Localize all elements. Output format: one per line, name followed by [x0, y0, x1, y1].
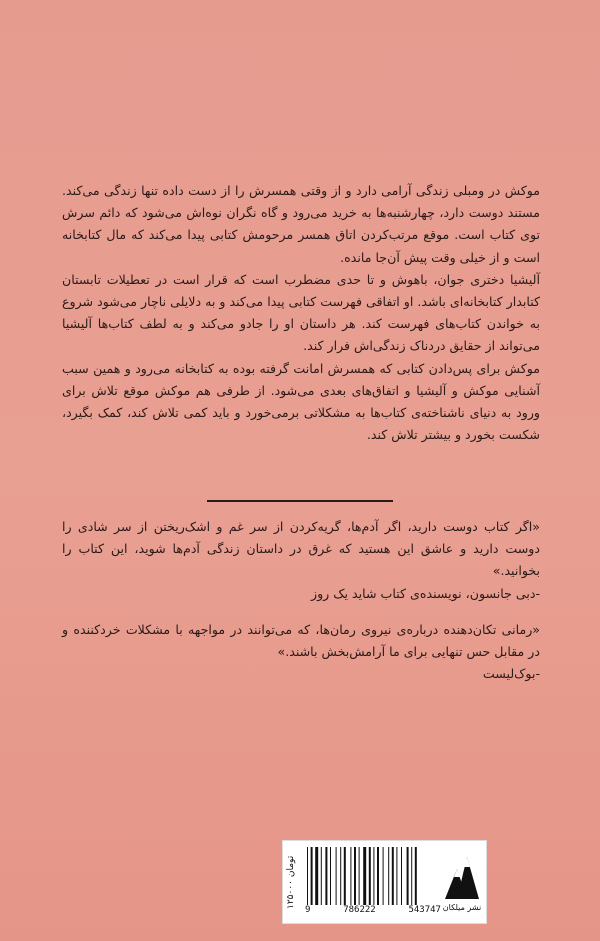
barcode-bar: [401, 847, 402, 905]
barcode-digit-prefix: 9: [305, 905, 311, 915]
barcode-bar: [340, 847, 341, 905]
barcode-digit-group-1: 786222: [343, 905, 376, 915]
barcode-bar: [388, 847, 389, 905]
barcode-bar: [311, 847, 313, 905]
barcode-bar: [321, 847, 322, 905]
blurb-1-text: «اگر کتاب دوست دارید، اگر آدم‌ها، گریه‌کردن از سر غم و اشک‌ریختن از سر شادی را دوست دارید و عاشق این هستید که غرق در داستان زندگی آدم‌ها شوید، این کتاب را بخوانید.»: [62, 519, 540, 579]
barcode-bar: [415, 847, 417, 905]
barcode-bar: [315, 847, 318, 905]
synopsis: [62, 180, 540, 446]
barcode-bar: [354, 847, 356, 905]
barcode-bar: [330, 847, 331, 905]
barcode-bar: [396, 847, 397, 905]
barcode-bar: [336, 847, 337, 905]
barcode-bar: [407, 847, 409, 905]
blurb-1-source: -دبی جانسون، نویسنده‌ی کتاب شاید یک روز: [311, 585, 540, 601]
blurb-2-source: -بوک‌لیست: [482, 666, 540, 682]
barcode-bar: [350, 847, 351, 905]
barcode-bar: [363, 847, 366, 905]
barcode-bar: [373, 847, 374, 905]
blurb-1: [62, 516, 540, 605]
barcode-bar: [359, 847, 360, 905]
barcode-bars: [305, 847, 441, 905]
synopsis-paragraph-1: موکش در ومبلی زندگی آرامی دارد و از وقتی همسرش را از دست داده تنها زندگی می‌کند. مستند دوست دارد، چهارشنبه‌ها به خرید می‌رود و گاه نگران نوه‌اش می‌شود که دائم سرش توی کتاب است. موقع مرتب‌کردن اتاق همسر مرحومش کتابی پیدا می‌کند که مال کتابخانه است و از خیلی وقت پیش آن‌جا مانده.: [62, 183, 540, 265]
barcode-panel: [282, 840, 487, 924]
barcode-bar: [344, 847, 346, 905]
synopsis-paragraph-2: آلیشیا دختری جوان، باهوش و تا حدی مضطرب است که قرار است در تعطیلات تابستان کتابدار کتابخانه‌ای باشد. او اتفاقی فهرست کتابی پیدا می‌کند و به دلایلی ناچار می‌شود شروع به خواندن کتاب‌های فهرست کند. هر داستان او را جادو می‌کند و به لطف کتاب‌ها آلیشیا می‌تواند از حقایق دردناک زندگی‌اش فرار کند.: [62, 271, 540, 354]
barcode-bar: [383, 847, 384, 905]
blurb-2-text: «رمانی تکان‌دهنده درباره‌ی نیروی رمان‌ها، که می‌توانند در مواجهه با مشکلات خردکننده و در مقابل حس تنهایی برای ما آرامش‌بخش باشند.»: [62, 621, 540, 660]
blurbs: [62, 516, 540, 699]
blurb-2: [62, 619, 540, 686]
barcode-bar: [392, 847, 394, 905]
publisher-logo-icon: [443, 851, 481, 901]
barcode-digit-group-2: 543747: [408, 905, 441, 915]
publisher-name: نشر میلکان: [442, 903, 482, 912]
barcode-bar: [307, 847, 308, 905]
barcode-digits: [305, 905, 441, 915]
barcode-bar: [377, 847, 379, 905]
synopsis-paragraph-3: موکش برای پس‌دادن کتابی که همسرش امانت گرفته بوده به کتابخانه می‌رود و همین سبب آشنایی موکش و آلیشیا و اتفاق‌های بعدی می‌شود. از طرفی هم موکش موقع تلاش برای ورود به دنیای ناشناخته‌ی کتاب‌ها به مشکلاتی برمی‌خورد و باید کمی تلاش کند، کمک بگیرد، شکست بخورد و بیشتر تلاش کند.: [62, 360, 540, 443]
barcode-bar: [325, 847, 327, 905]
section-divider: [207, 500, 393, 502]
price-label: ۱۲۵۰۰۰ تومان: [286, 855, 296, 909]
barcode-bar: [369, 847, 371, 905]
barcode-bar: [411, 847, 412, 905]
